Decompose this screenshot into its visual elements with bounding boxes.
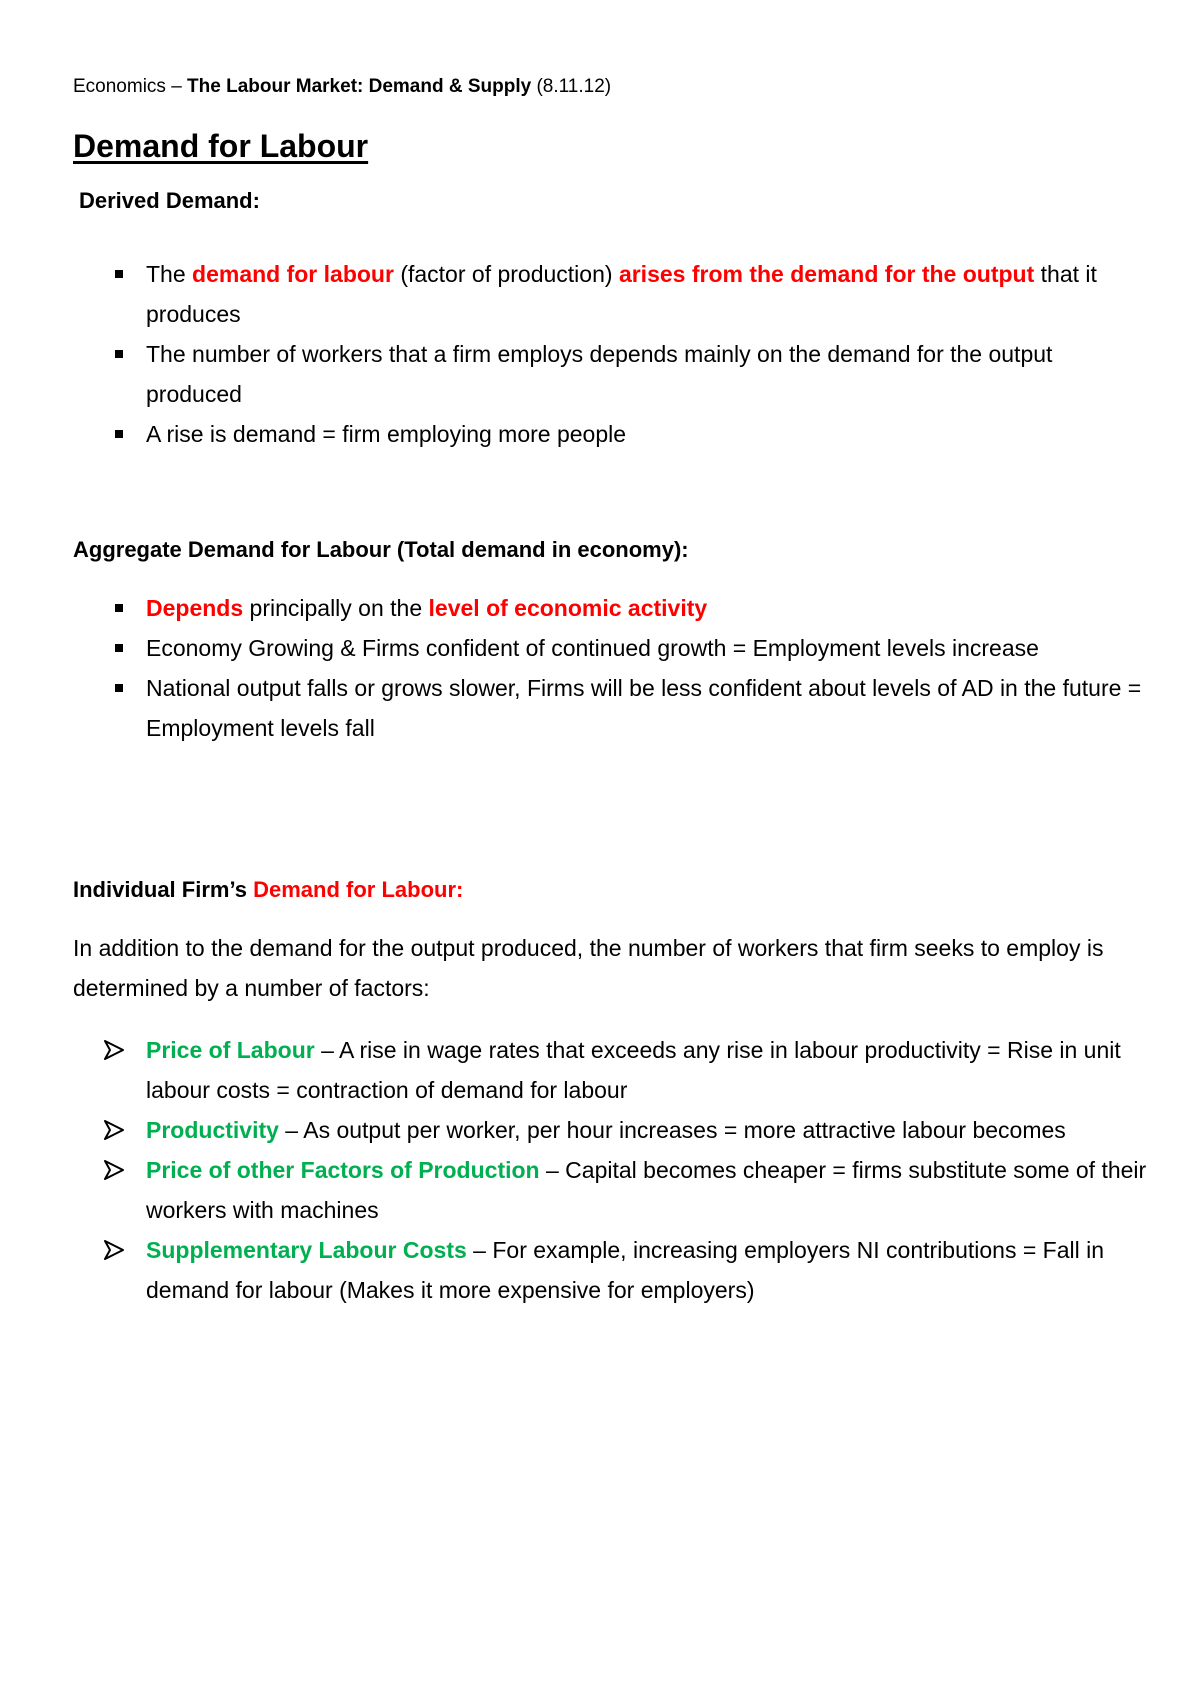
item-text: that it produces	[146, 261, 1097, 327]
arrowhead-bullet-icon	[103, 1160, 125, 1180]
arrowhead-bullet-icon	[103, 1120, 125, 1140]
list-item	[73, 1150, 1153, 1230]
item-text: The number of workers that a firm employs depends mainly on the demand for the output produced	[146, 341, 1053, 407]
arrowhead-bullet-icon	[103, 1040, 125, 1060]
header-topic: The Labour Market: Demand & Supply	[187, 76, 532, 97]
emphasis-text: demand for labour	[192, 261, 394, 287]
factor-name: Price of Labour	[146, 1037, 315, 1063]
individual-intro: In addition to the demand for the output produced, the number of workers that firm seeks to employ is determined by a number of factors:	[73, 935, 1104, 1001]
item-text: National output falls or grows slower, Firms will be less confident about levels of AD in the future = Employment levels fall	[146, 675, 1142, 741]
item-text: A rise is demand = firm employing more people	[146, 421, 627, 447]
factor-desc: – As output per worker, per hour increases = more attractive labour becomes	[278, 1117, 1066, 1143]
header-date: (8.11.12)	[531, 76, 612, 97]
header-subject: Economics –	[73, 76, 188, 97]
square-bullet-icon	[107, 668, 131, 708]
item-text: (factor of production)	[393, 261, 619, 287]
aggregate-demand-list	[73, 588, 1153, 748]
arrowhead-bullet-icon	[103, 1240, 125, 1260]
heading-text: Individual Firm’s	[73, 877, 254, 902]
list-item	[73, 668, 1153, 748]
square-bullet-icon	[107, 414, 131, 454]
list-item	[73, 1230, 1153, 1310]
derived-demand-list	[73, 254, 1153, 454]
square-bullet-icon	[107, 628, 131, 668]
emphasis-text: Depends	[146, 595, 244, 621]
list-item	[73, 1110, 1153, 1150]
factor-name: Price of other Factors of Production	[146, 1157, 540, 1183]
factor-name: Supplementary Labour Costs	[146, 1237, 467, 1263]
item-text: principally on the	[243, 595, 429, 621]
item-text: Economy Growing & Firms confident of continued growth = Employment levels increase	[146, 635, 1039, 661]
emphasis-text: arises from the demand for the output	[618, 261, 1035, 287]
aggregate-demand-heading: Aggregate Demand for Labour (Total demand in economy):	[73, 537, 689, 562]
list-item	[73, 254, 1153, 334]
factor-name: Productivity	[146, 1117, 279, 1143]
factor-desc: – Capital becomes cheaper = firms substitute some of their workers with machines	[146, 1157, 1147, 1223]
item-text: The	[146, 261, 193, 287]
list-item	[73, 628, 1153, 668]
derived-demand-heading: Derived Demand:	[79, 188, 260, 213]
factor-desc: – For example, increasing employers NI contributions = Fall in demand for labour (Makes it more expensive for employers)	[146, 1237, 1105, 1303]
factor-desc: – A rise in wage rates that exceeds any rise in labour productivity = Rise in unit labour costs = contraction of demand for labour	[146, 1037, 1121, 1103]
emphasis-text: level of economic activity	[428, 595, 708, 621]
individual-demand-heading	[73, 875, 463, 905]
heading-emphasis: Demand for Labour:	[253, 877, 464, 902]
square-bullet-icon	[107, 334, 131, 374]
list-item	[73, 588, 1153, 628]
list-item	[73, 1030, 1153, 1110]
square-bullet-icon	[107, 588, 131, 628]
square-bullet-icon	[107, 254, 131, 294]
list-item	[73, 334, 1153, 414]
list-item	[73, 414, 1153, 454]
factors-list	[73, 1030, 1153, 1310]
page-title: Demand for Labour	[73, 128, 369, 164]
document-header	[73, 74, 611, 100]
